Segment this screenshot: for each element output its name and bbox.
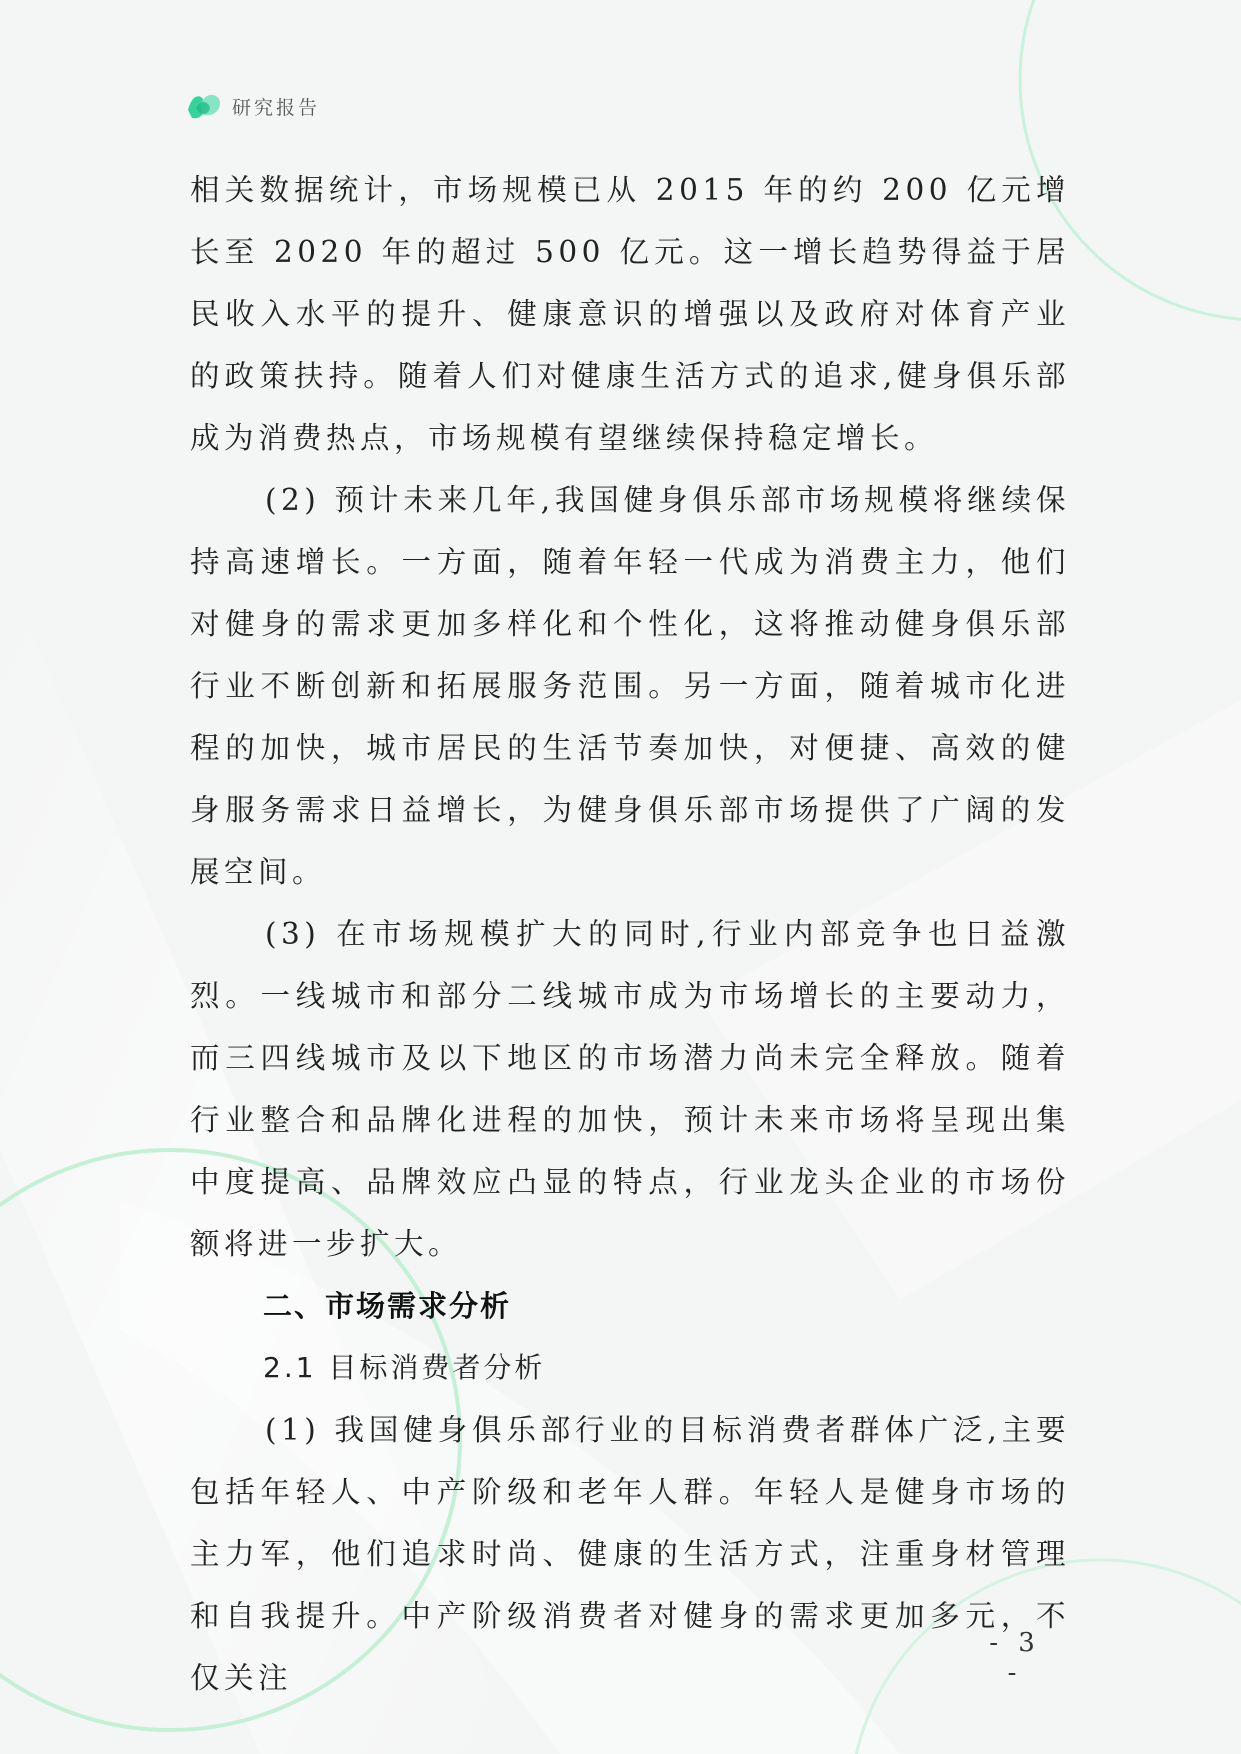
header-title: 研究报告 <box>232 96 321 119</box>
paragraph: 相关数据统计，市场规模已从 2015 年的约 200 亿元增长至 2020 年的超过 500 亿元。这一增长趋势得益于居民收入水平的提升、健康意识的增强以及政府对体育产业的政策扶持。随着人们对健康生活方式的追求,健身俱乐部成为消费热点，市场规模有望继续保持稳定增长。 <box>190 173 1070 455</box>
paragraph: (3) 在市场规模扩大的同时,行业内部竞争也日益激烈。一线城市和部分二线城市成为市场增长的主要动力，而三四线城市及以下地区的市场潜力尚未完全释放。随着行业整合和品牌化进程的加快，预计未来市场将呈现出集中度提高、品牌效应凸显的特点，行业龙头企业的市场份额将进一步扩大。 <box>190 917 1070 1261</box>
section-heading: 二、市场需求分析 <box>263 1289 512 1323</box>
paragraph: (1) 我国健身俱乐部行业的目标消费者群体广泛,主要包括年轻人、中产阶级和老年人群。年轻人是健身市场的主力军，他们追求时尚、健康的生活方式，注重身材管理和自我提升。中产阶级消费者对健身的需求更加多元，不仅关注 <box>190 1413 1070 1695</box>
paragraph: (2) 预计未来几年,我国健身俱乐部市场规模将继续保持高速增长。一方面，随着年轻一代成为消费主力，他们对健身的需求更加多样化和个性化，这将推动健身俱乐部行业不断创新和拓展服务范围。另一方面，随着城市化进程的加快，城市居民的生活节奏加快，对便捷、高效的健身服务需求日益增长，为健身俱乐部市场提供了广阔的发展空间。 <box>190 483 1070 889</box>
leaf-logo-icon <box>186 88 222 124</box>
subsection-heading: 2.1 目标消费者分析 <box>263 1351 546 1384</box>
page-number: - 3 - <box>989 1628 1041 1688</box>
report-header <box>186 88 320 124</box>
document-body <box>190 159 1070 1709</box>
